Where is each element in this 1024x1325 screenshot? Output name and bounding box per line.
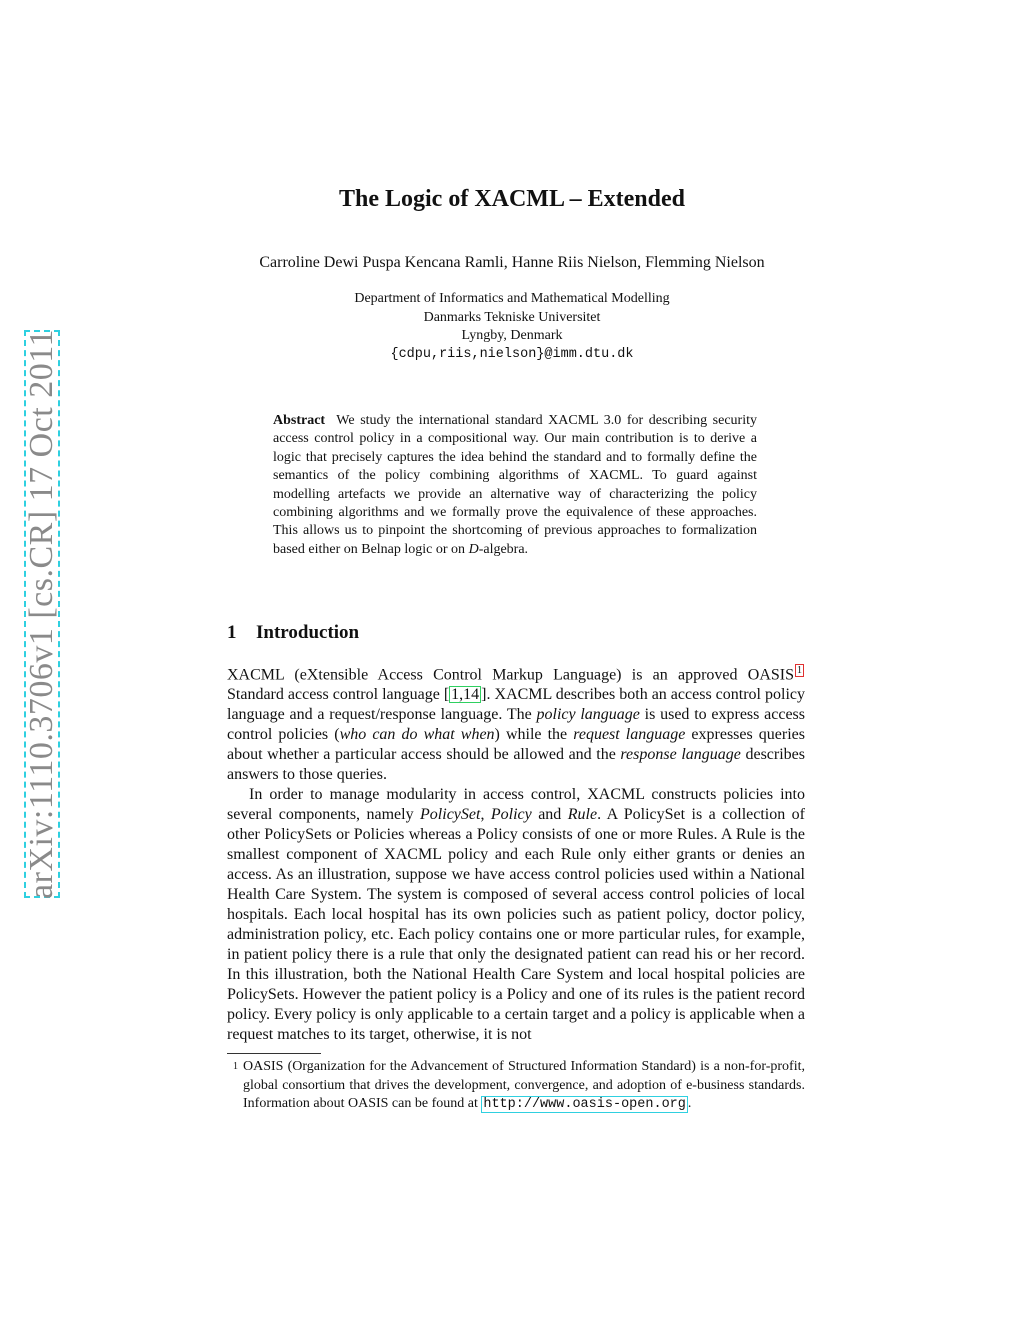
section-title: Introduction <box>256 622 360 643</box>
footnote-end: . <box>687 1096 692 1111</box>
arxiv-identifier: arXiv:1110.3706v1 [cs.CR] 17 Oct 2011 <box>23 329 60 899</box>
footnote-divider <box>227 1053 321 1054</box>
d-algebra-symbol: D <box>468 541 479 557</box>
citation-link[interactable]: 1,14 <box>451 686 480 704</box>
abstract-label: Abstract <box>273 413 326 428</box>
footnote-link[interactable]: 1 <box>797 665 802 676</box>
emphasis: Policy <box>490 806 532 824</box>
text-run: and <box>531 806 568 824</box>
emphasis: policy language <box>536 706 640 724</box>
department: Department of Informatics and Mathematical Modelling <box>354 291 670 306</box>
footnote <box>227 1058 805 1115</box>
abstract <box>273 412 757 559</box>
text-run: is used to express access control policies ( <box>227 706 806 744</box>
emphasis: Rule <box>567 806 598 824</box>
location: Lyngby, Denmark <box>461 328 563 343</box>
emphasis: who can do what when <box>339 726 495 744</box>
section-number: 1 <box>227 622 237 643</box>
footnote-mark: 1 <box>233 1061 238 1072</box>
emphasis: request language <box>573 726 686 744</box>
footnote-body <box>243 1058 805 1115</box>
emphasis: PolicySet <box>420 806 481 824</box>
paragraph-2 <box>227 785 805 1045</box>
text-run: XACML (eXtensible Access Control Markup Language) is an approved OASIS <box>227 666 794 684</box>
paragraph-1 <box>227 664 805 785</box>
abstract-text: We study the international standard XACML 3.0 for describing security access control policy in a compositional way. Our main contribution is to derive a logic that precisely captures the idea behind the standard and to formally define the semantics of the policy combining algorithms of XACML. To guard against modelling artefacts we provide an alternative way of characterizing the policy combining algorithms and we formally prove the equivalence of these approaches. This allows us to pinpoint the shortcoming of previous approaches to formalization based either on Belnap logic or on <box>273 413 758 557</box>
abstract-text-end: -algebra. <box>478 541 529 557</box>
email-address: {cdpu,riis,nielson}@imm.dtu.dk <box>390 346 634 362</box>
affiliation-block <box>0 290 1024 364</box>
footnote-text: OASIS (Organization for the Advancement of Structured Information Standard) is a non-for-profit, global consortium that drives the development, convergence, and adoption of e-business standards. Information about OASIS can be found at <box>243 1059 805 1111</box>
university: Danmarks Tekniske Universitet <box>423 309 601 325</box>
body-text <box>227 664 805 1045</box>
emphasis: response language <box>620 746 741 764</box>
text-run: Standard access control language [ <box>227 686 450 704</box>
text-run: In order to manage modularity in access control, XACML constructs policies into several components, namely <box>227 786 805 824</box>
section-heading <box>227 622 359 644</box>
text-run: . A PolicySet is a collection of other PolicySets or Policies whereas a Policy consists of one or more Rules. A Rule is the smallest component of XACML policy and each Rule only either grants or denies an access. As an illustration, suppose we have access control policies used within a National Health Care System. The system is composed of several access control policies of local hospitals. Each local hospital has its own policies such as patient policy, doctor policy, administration policy, etc. Each policy contains one or more particular rules, for example, in patient policy there is a rule that only the designated patient can read his or her record. In this illustration, both the National Health Care System and local hospital policies are PolicySets. However the patient policy is a Policy and one of its rules is the patient record policy. Every policy is only applicable to a certain target and a policy is applicable when a request matches to its target, otherwise, it is not <box>227 806 806 1044</box>
paper-title: The Logic of XACML – Extended <box>338 186 685 212</box>
text-run: , <box>480 806 491 824</box>
text-run: expresses queries about whether a particular access should be allowed and the <box>227 726 806 764</box>
author-list: Carroline Dewi Puspa Kencana Ramli, Hanne Riis Nielson, Flemming Nielson <box>259 254 765 271</box>
oasis-url-link[interactable]: http://www.oasis-open.org <box>483 1097 686 1112</box>
text-run: ]. XACML describes both an access control policy language and a request/response language. The <box>227 686 805 724</box>
text-run: ) while the <box>494 726 574 744</box>
text-run: describes answers to those queries. <box>227 746 805 784</box>
